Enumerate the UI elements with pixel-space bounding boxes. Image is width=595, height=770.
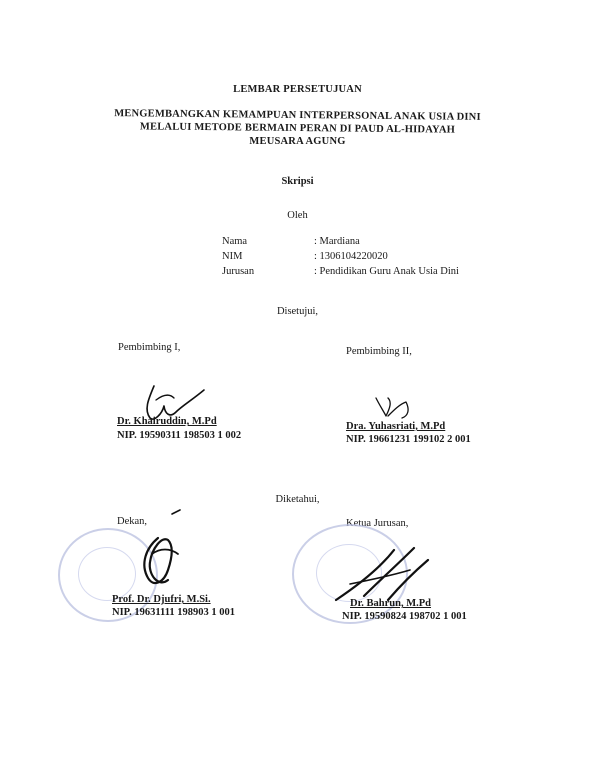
advisor-2-name: Dra. Yuhasriati, M.Pd bbox=[346, 421, 446, 432]
advisor-1-nip: NIP. 19590311 198503 1 002 bbox=[117, 430, 242, 441]
student-nim-label: NIM bbox=[222, 251, 243, 262]
dean-nip: NIP. 19631111 198903 1 001 bbox=[112, 607, 236, 618]
page-title: LEMBAR PERSETUJUAN bbox=[233, 84, 362, 95]
dean-role: Dekan, bbox=[117, 516, 148, 527]
student-name-label: Nama bbox=[222, 236, 248, 247]
by-label: Oleh bbox=[287, 210, 308, 221]
head-dept-role: Ketua Jurusan, bbox=[346, 518, 409, 529]
student-major-label: Jurusan bbox=[222, 266, 255, 277]
thesis-title-line-2: MELALUI METODE BERMAIN PERAN DI PAUD AL-HIDAYAH bbox=[139, 121, 456, 136]
dean-signature bbox=[128, 508, 198, 598]
advisor-2-role: Pembimbing II, bbox=[346, 346, 412, 357]
advisor-1-name: Dr. Khairuddin, M.Pd bbox=[117, 416, 217, 427]
advisor-2-nip: NIP. 19661231 199102 2 001 bbox=[346, 434, 471, 445]
acknowledged-heading: Diketahui, bbox=[275, 494, 320, 505]
thesis-title-line-3: MEUSARA AGUNG bbox=[249, 136, 346, 147]
head-dept-name: Dr. Bahrun, M.Pd bbox=[350, 598, 432, 609]
student-nim-value: : 1306104220020 bbox=[314, 251, 388, 262]
student-major-value: : Pendidikan Guru Anak Usia Dini bbox=[314, 266, 459, 277]
thesis-title-line-1: MENGEMBANGKAN KEMAMPUAN INTERPERSONAL ANAK USIA DINI bbox=[114, 108, 481, 123]
doc-type: Skripsi bbox=[281, 176, 314, 187]
student-name-value: : Mardiana bbox=[314, 236, 360, 247]
approved-heading: Disetujui, bbox=[276, 306, 319, 317]
dean-name: Prof. Dr. Djufri, M.Si. bbox=[112, 594, 211, 605]
advisor-1-role: Pembimbing I, bbox=[118, 342, 181, 353]
head-dept-nip: NIP. 19590824 198702 1 001 bbox=[342, 611, 467, 622]
